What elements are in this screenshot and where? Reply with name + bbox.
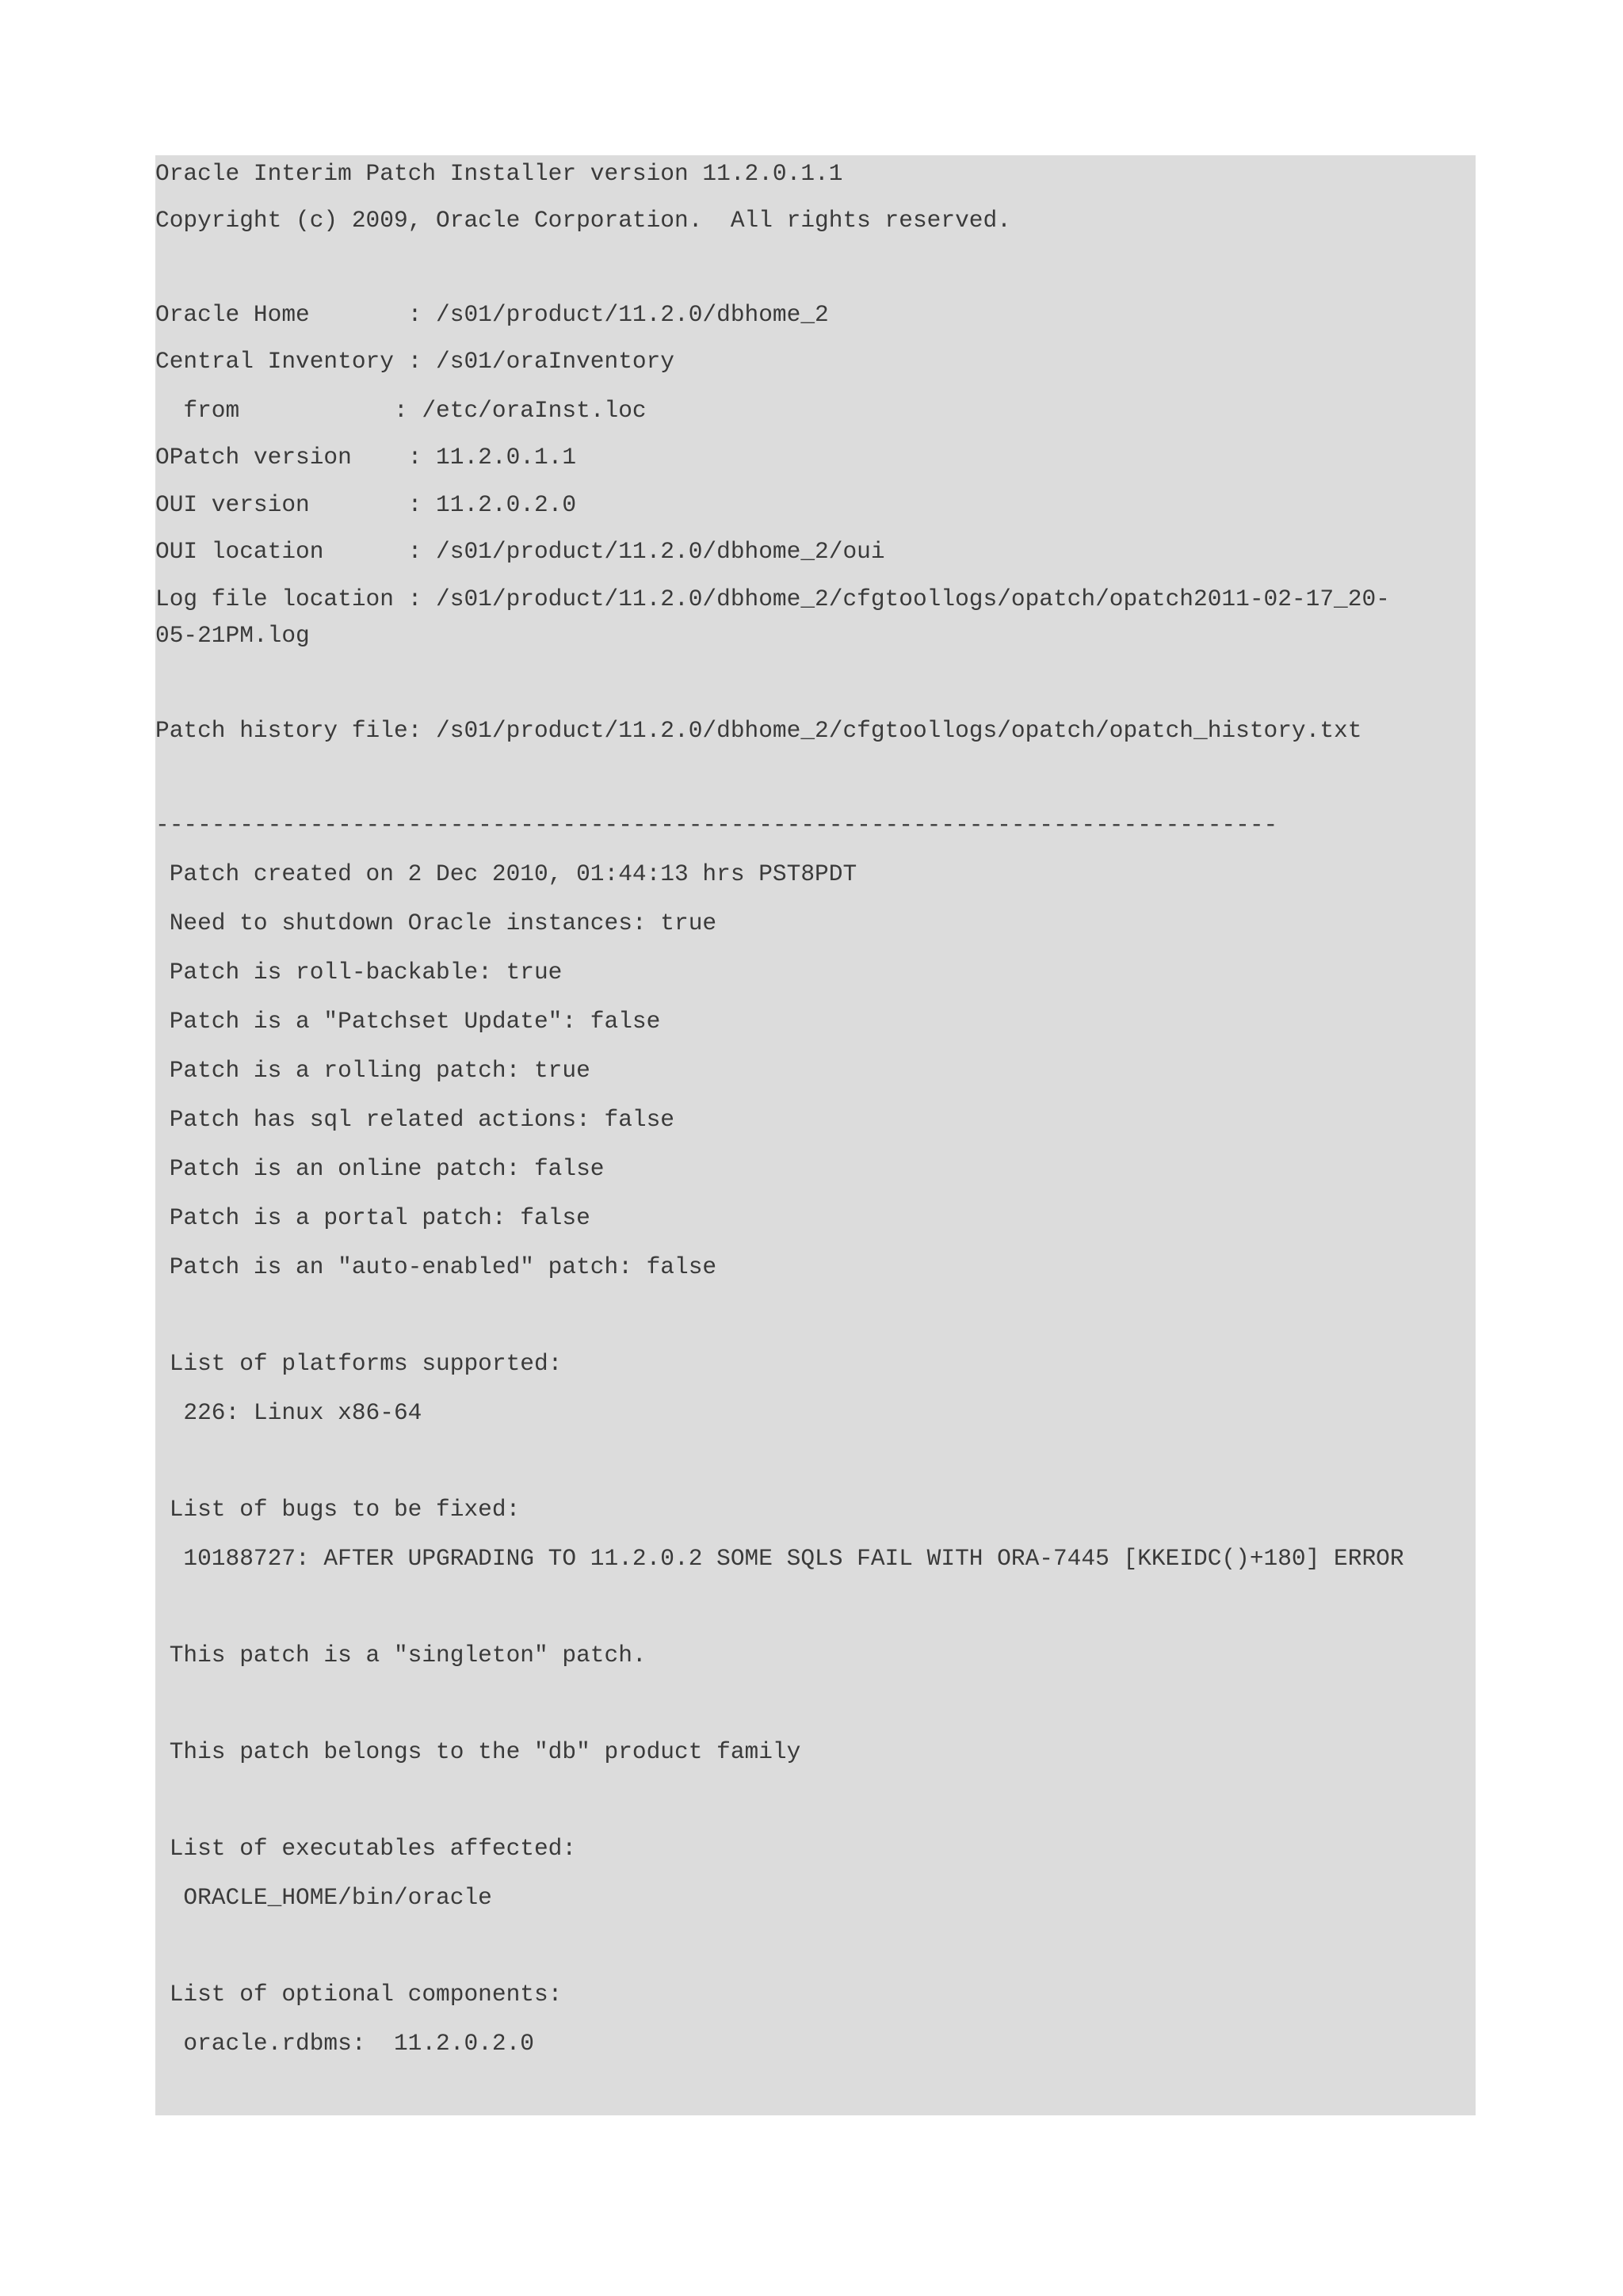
patchset-update-line: Patch is a "Patchset Update": false [155, 1008, 661, 1035]
patch-history-line: Patch history file: /s01/product/11.2.0/dbhome_2/cfgtoollogs/opatch/opatch_history.txt [155, 717, 1362, 744]
online-patch-line: Patch is an online patch: false [155, 1155, 605, 1182]
rolling-patch-line: Patch is a rolling patch: true [155, 1057, 590, 1084]
executables-heading: List of executables affected: [155, 1835, 577, 1862]
sql-actions-line: Patch has sql related actions: false [155, 1106, 675, 1133]
copyright-line: Copyright (c) 2009, Oracle Corporation. All rights reserved. [155, 207, 1011, 234]
auto-enabled-line: Patch is an "auto-enabled" patch: false [155, 1253, 717, 1280]
installer-version-line: Oracle Interim Patch Installer version 11.2.0.1.1 [155, 160, 843, 187]
oracle-home-line: Oracle Home : /s01/product/11.2.0/dbhome_2 [155, 301, 829, 328]
log-file-location-line-continued: 05-21PM.log [155, 622, 310, 649]
product-family-line: This patch belongs to the "db" product family [155, 1738, 801, 1765]
oui-location-line: OUI location : /s01/product/11.2.0/dbhome_2/oui [155, 538, 885, 565]
log-file-location-line: Log file location : /s01/product/11.2.0/dbhome_2/cfgtoollogs/opatch/opatch2011-02-17_20- [155, 585, 1390, 612]
central-inventory-line: Central Inventory : /s01/oraInventory [155, 348, 675, 375]
portal-patch-line: Patch is a portal patch: false [155, 1204, 590, 1231]
bugs-heading: List of bugs to be fixed: [155, 1496, 521, 1523]
optional-component-item: oracle.rdbms: 11.2.0.2.0 [155, 2030, 534, 2057]
singleton-line: This patch is a "singleton" patch. [155, 1642, 647, 1669]
inventory-from-line: from : /etc/oraInst.loc [155, 397, 647, 424]
platform-item: 226: Linux x86-64 [155, 1399, 422, 1426]
optional-components-heading: List of optional components: [155, 1981, 563, 2008]
patch-created-line: Patch created on 2 Dec 2010, 01:44:13 hrs PST8PDT [155, 860, 857, 887]
roll-backable-line: Patch is roll-backable: true [155, 959, 563, 986]
shutdown-line: Need to shutdown Oracle instances: true [155, 910, 717, 936]
opatch-output-block [155, 155, 1476, 2115]
executable-item: ORACLE_HOME/bin/oracle [155, 1884, 492, 1911]
bug-item: 10188727: AFTER UPGRADING TO 11.2.0.2 SOME SQLS FAIL WITH ORA-7445 [KKEIDC()+180] ERROR [155, 1545, 1404, 1572]
oui-version-line: OUI version : 11.2.0.2.0 [155, 491, 577, 518]
platforms-heading: List of platforms supported: [155, 1350, 563, 1377]
separator-line: -------------------------------------------------------------------------------- [155, 811, 1278, 838]
opatch-version-line: OPatch version : 11.2.0.1.1 [155, 444, 577, 471]
